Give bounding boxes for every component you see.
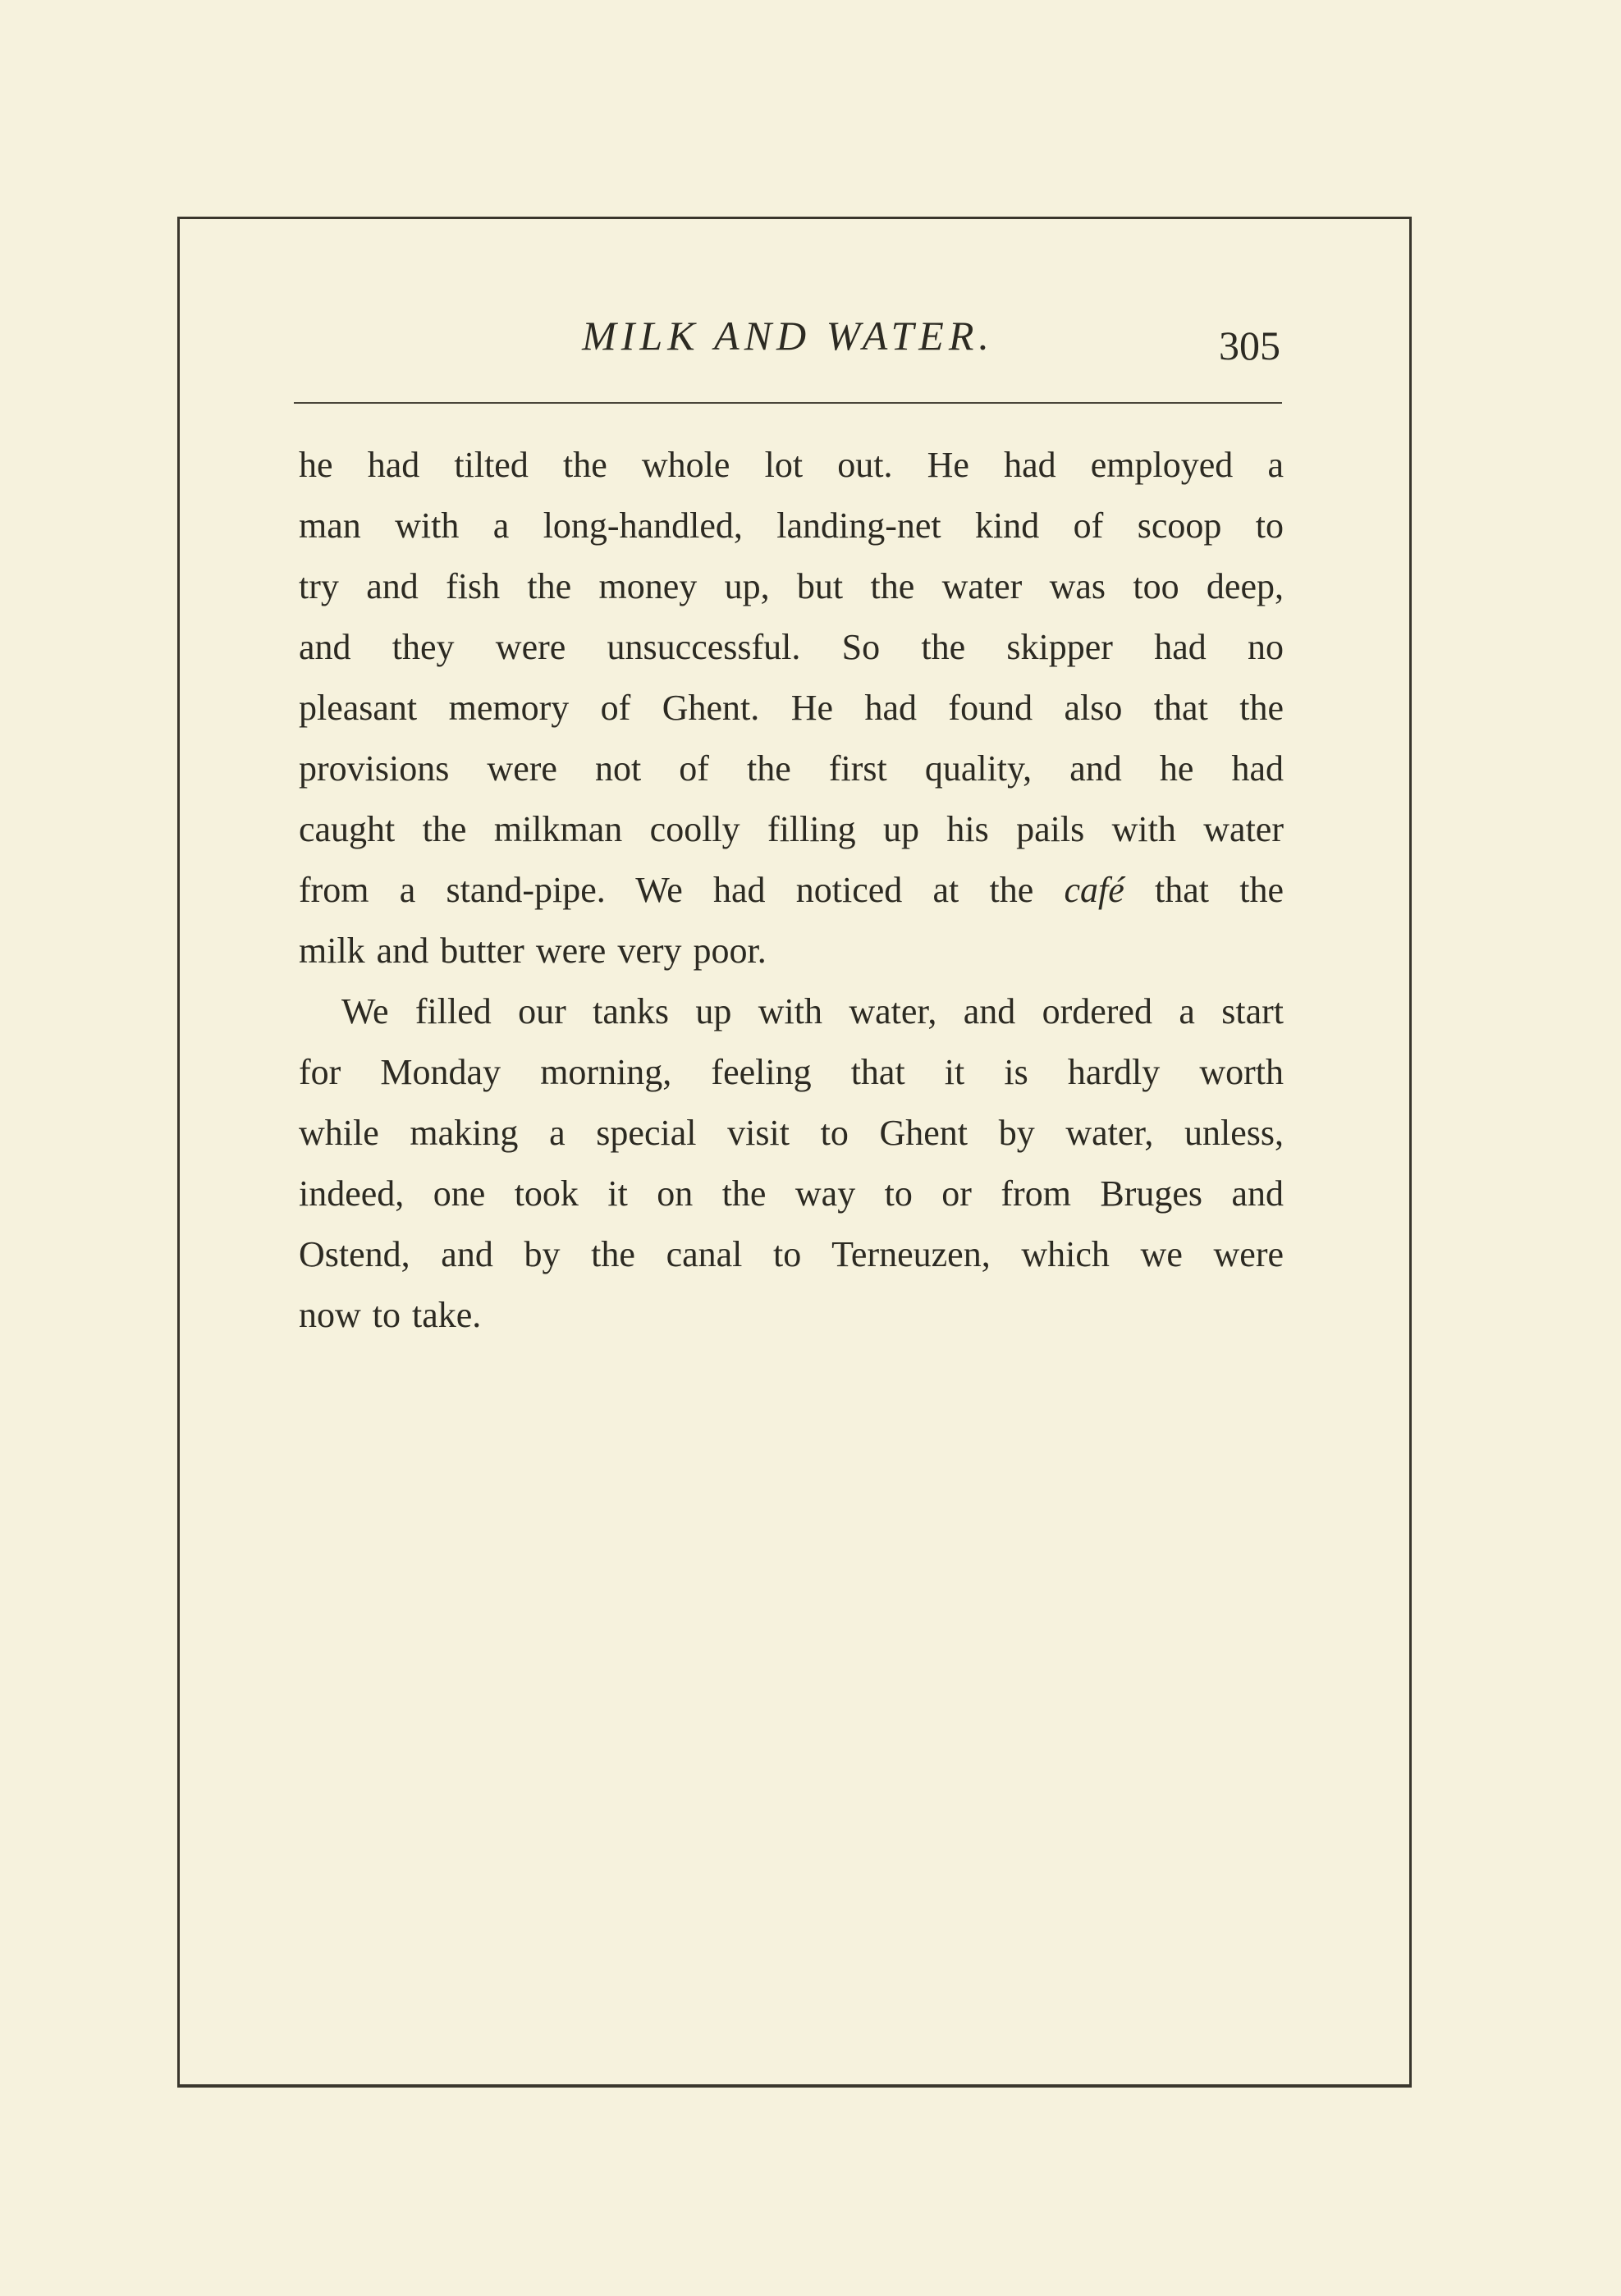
text-run: from a stand-pipe. We had noticed at the xyxy=(299,870,1065,910)
text-line: Ostend, and by the canal to Terneuzen, which we were xyxy=(299,1234,1284,1274)
text-line: man with a long-handled, landing-net kind of scoop to xyxy=(299,505,1284,546)
paragraph-1 xyxy=(299,435,1284,981)
text-line: milk and butter were very poor. xyxy=(299,931,767,971)
running-title: MILK AND WATER. xyxy=(582,313,994,359)
text-line: We filled our tanks up with water, and ordered a start xyxy=(341,991,1284,1031)
text-line: caught the milkman coolly filling up his pails with water xyxy=(299,809,1284,849)
text-line: he had tilted the whole lot out. He had employed a xyxy=(299,445,1284,485)
text-line: while making a special visit to Ghent by water, unless, xyxy=(299,1113,1284,1153)
text-line xyxy=(299,860,1284,921)
text-line: provisions were not of the first quality, and he had xyxy=(299,748,1284,789)
text-line: try and fish the money up, but the water was too deep, xyxy=(299,566,1284,606)
text-line: pleasant memory of Ghent. He had found also that the xyxy=(299,688,1284,728)
italic-word: café xyxy=(1064,870,1124,910)
text-line: now to take. xyxy=(299,1295,482,1335)
text-run: that the xyxy=(1124,870,1284,910)
running-head xyxy=(295,312,1280,369)
text-line: and they were unsuccessful. So the skipper had no xyxy=(299,627,1284,667)
body-text xyxy=(299,435,1284,1346)
header-rule xyxy=(294,402,1282,404)
frame-bottom-rule xyxy=(177,2084,1412,2088)
text-line: for Monday morning, feeling that it is hardly worth xyxy=(299,1052,1284,1092)
page-number: 305 xyxy=(1219,322,1280,368)
paragraph-2 xyxy=(299,981,1284,1346)
text-line: indeed, one took it on the way to or from Bruges and xyxy=(299,1173,1284,1214)
